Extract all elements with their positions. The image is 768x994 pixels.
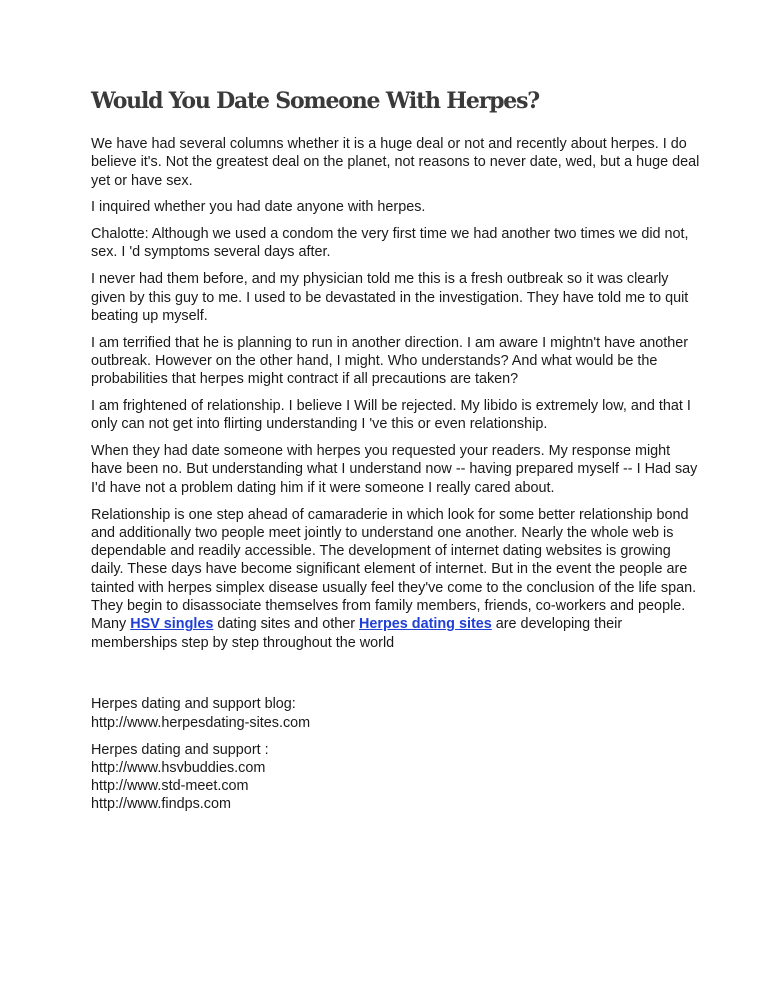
paragraph bbox=[91, 270, 691, 325]
paragraph-line: sex. I 'd symptoms several days after. bbox=[91, 244, 331, 261]
paragraph-line: tainted with herpes simplex disease usually feel they've come to the conclusion of the life span. bbox=[91, 579, 697, 596]
paragraph-prefix: Many bbox=[91, 616, 131, 633]
paragraph-middle: dating sites and other bbox=[213, 616, 359, 633]
document-body bbox=[91, 135, 700, 822]
paragraph bbox=[91, 225, 691, 262]
resource-heading: Herpes dating and support blog: bbox=[91, 696, 296, 713]
paragraph-line: When they had date someone with herpes you requested your readers. My response might bbox=[91, 443, 671, 460]
paragraph bbox=[91, 334, 691, 389]
document-title: Would You Date Someone With Herpes? bbox=[91, 88, 539, 114]
paragraph-line: dependable and readily accessible. The development of internet dating websites is growing bbox=[91, 543, 671, 560]
paragraph-line: and additionally two people meet jointly to understand one another. Nearly the whole web is bbox=[91, 524, 674, 541]
paragraph bbox=[91, 198, 691, 216]
paragraph bbox=[91, 442, 698, 497]
paragraph-lines bbox=[91, 507, 696, 614]
resource-url: http://www.findps.com bbox=[91, 796, 231, 813]
paragraph-final-line: memberships step by step throughout the world bbox=[91, 634, 395, 651]
paragraph-line: probabilities that herpes might contract if all precautions are taken? bbox=[91, 371, 519, 388]
herpes-dating-sites-link[interactable]: Herpes dating sites bbox=[359, 616, 492, 633]
paragraph-line: yet or have sex. bbox=[91, 172, 193, 189]
paragraph-relationship bbox=[91, 506, 697, 652]
paragraph-line: outbreak. However on the other hand, I might. Who understands? And what would be the bbox=[91, 352, 658, 369]
paragraph bbox=[91, 135, 700, 190]
paragraph-line: I inquired whether you had date anyone with herpes. bbox=[91, 199, 426, 216]
paragraph-list bbox=[91, 135, 700, 497]
paragraph-line: believe it's. Not the greatest deal on the planet, not reasons to never date, wed, but a huge deal bbox=[91, 154, 700, 171]
resource-block bbox=[91, 695, 691, 732]
resource-url: http://www.std-meet.com bbox=[91, 778, 249, 795]
paragraph-line: We have had several columns whether it is a huge deal or not and recently about herpes. I do bbox=[91, 136, 687, 152]
paragraph-line: have been no. But understanding what I understand now -- having prepared myself -- I Had say bbox=[91, 461, 698, 478]
paragraph-line: only can not get into flirting understanding I 've this or even relationship. bbox=[91, 416, 548, 433]
paragraph-line: I never had them before, and my physician told me this is a fresh outbreak so it was clearly bbox=[91, 271, 669, 288]
paragraph-line: They begin to disassociate themselves from family members, friends, co-workers and people. bbox=[91, 598, 686, 615]
paragraph-line: Relationship is one step ahead of camaraderie in which look for some better relationship bond bbox=[91, 506, 689, 523]
paragraph-line: given by this guy to me. I used to be devastated in the investigation. They have told me to quit bbox=[91, 289, 689, 306]
resource-url: http://www.herpesdating-sites.com bbox=[91, 714, 311, 731]
paragraph-line: Chalotte: Although we used a condom the very first time we had another two times we did not, bbox=[91, 226, 689, 243]
hsv-singles-link[interactable]: HSV singles bbox=[130, 616, 214, 633]
paragraph-line: beating up myself. bbox=[91, 307, 208, 324]
resource-heading: Herpes dating and support : bbox=[91, 741, 269, 758]
paragraph-line: daily. These days have become significant element of internet. But in the event the people are bbox=[91, 561, 688, 578]
paragraph-line: I am frightened of relationship. I believe I Will be rejected. My libido is extremely low, and that I bbox=[91, 398, 691, 415]
paragraph-suffix: are developing their bbox=[491, 616, 623, 633]
resource-url: http://www.hsvbuddies.com bbox=[91, 759, 266, 776]
paragraph-line: I'd have not a problem dating him if it were someone I really cared about. bbox=[91, 479, 555, 496]
resource-list bbox=[91, 695, 691, 813]
paragraph-line: I am terrified that he is planning to run in another direction. I am aware I mightn't have another bbox=[91, 334, 689, 351]
paragraph bbox=[91, 397, 691, 434]
resource-block bbox=[91, 741, 691, 814]
spacer bbox=[91, 660, 691, 695]
